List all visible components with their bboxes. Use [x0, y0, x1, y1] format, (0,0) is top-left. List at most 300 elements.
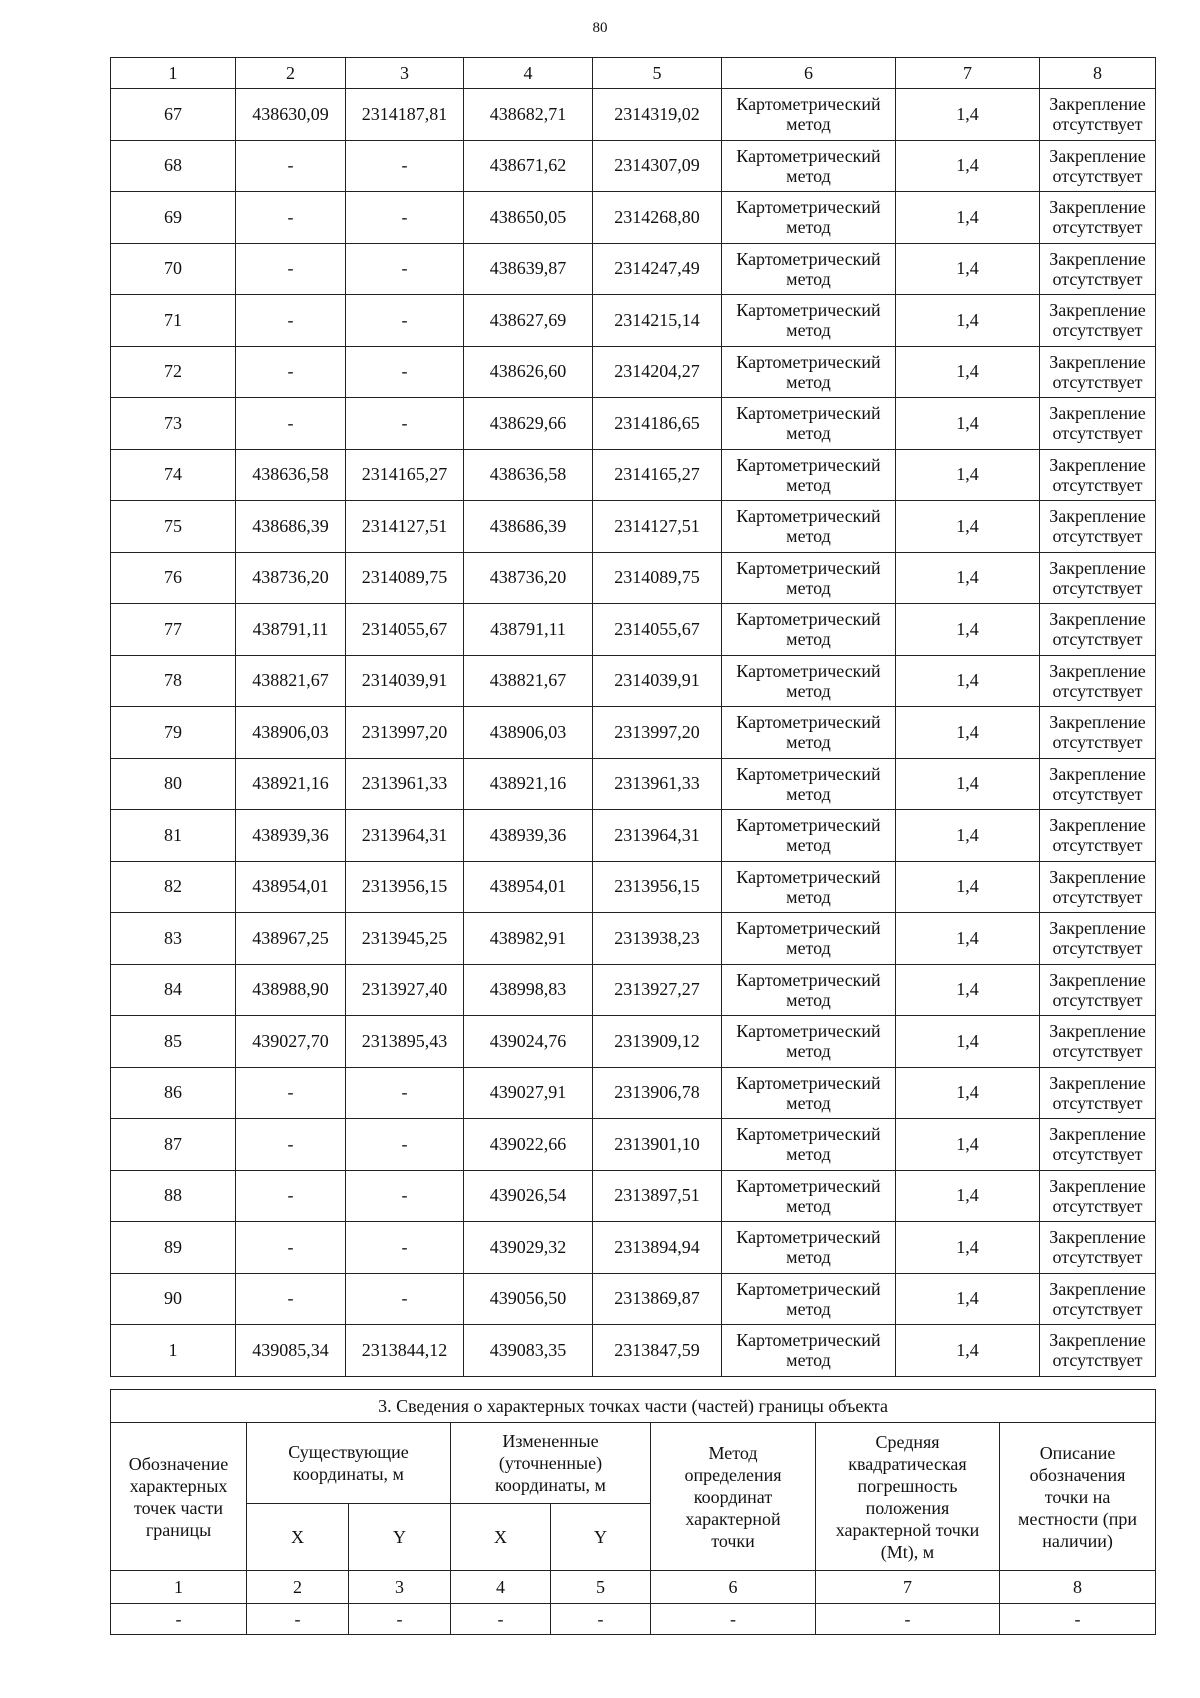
description-cell-line: отсутствует: [1052, 371, 1143, 392]
existing-x-cell: 438636,58: [236, 449, 346, 501]
existing-x-cell: 438791,11: [236, 604, 346, 656]
description-cell-line: Закрепление: [1049, 763, 1146, 784]
description-cell-line: отсутствует: [1052, 629, 1143, 650]
column-number: 4: [451, 1571, 551, 1604]
description-cell: [1040, 810, 1156, 862]
method-cell: [722, 810, 896, 862]
method-cell-line: метод: [786, 320, 831, 341]
changed-x-cell: 438939,36: [464, 810, 593, 862]
section3-table: [110, 1389, 1156, 1635]
description-cell-line: Закрепление: [1049, 94, 1146, 115]
description-cell-line: отсутствует: [1052, 268, 1143, 289]
changed-x-cell: 438686,39: [464, 501, 593, 553]
changed-y-cell: 2314247,49: [593, 243, 722, 295]
method-cell-line: Картометрический: [736, 351, 881, 372]
description-cell-line: отсутствует: [1052, 114, 1143, 135]
error-cell: 1,4: [896, 449, 1040, 501]
table-row: [111, 1067, 1156, 1119]
column-header: 7: [896, 58, 1040, 89]
description-cell: [1040, 449, 1156, 501]
changed-x-cell: 438627,69: [464, 295, 593, 347]
header-line: координаты, м: [293, 1464, 404, 1484]
method-cell-line: метод: [786, 680, 831, 701]
description-cell-line: отсутствует: [1052, 320, 1143, 341]
point-number-cell: 80: [111, 758, 236, 810]
changed-x-cell: 438821,67: [464, 655, 593, 707]
description-cell-line: Закрепление: [1049, 1175, 1146, 1196]
changed-y-cell: 2313997,20: [593, 707, 722, 759]
error-cell: 1,4: [896, 552, 1040, 604]
existing-x-cell: 438921,16: [236, 758, 346, 810]
method-cell-line: метод: [786, 1041, 831, 1062]
changed-y-cell: 2313897,51: [593, 1170, 722, 1222]
table-row: [111, 1273, 1156, 1325]
table-cell: -: [247, 1604, 349, 1635]
description-cell: [1040, 1016, 1156, 1068]
method-cell-line: метод: [786, 1247, 831, 1268]
header-line: (уточненные): [498, 1453, 603, 1473]
column-header: 6: [722, 58, 896, 89]
description-cell: [1040, 1222, 1156, 1274]
description-cell: [1040, 861, 1156, 913]
method-cell-line: Картометрический: [736, 94, 881, 115]
method-cell-line: метод: [786, 577, 831, 598]
error-cell: 1,4: [896, 243, 1040, 295]
existing-y-cell: 2313844,12: [346, 1325, 464, 1377]
point-number-cell: 70: [111, 243, 236, 295]
existing-y-cell: 2313956,15: [346, 861, 464, 913]
description-cell: [1040, 1325, 1156, 1377]
table-cell: -: [111, 1604, 247, 1635]
existing-y-cell: -: [346, 1222, 464, 1274]
error-cell: 1,4: [896, 1119, 1040, 1171]
method-cell-line: Картометрический: [736, 609, 881, 630]
header-line: обозначения: [1029, 1464, 1126, 1485]
method-cell: [722, 243, 896, 295]
existing-x-cell: 438988,90: [236, 964, 346, 1016]
table-row: [111, 140, 1156, 192]
description-cell-line: Закрепление: [1049, 197, 1146, 218]
method-cell-line: метод: [786, 423, 831, 444]
changed-y-cell: 2313956,15: [593, 861, 722, 913]
description-cell-line: отсутствует: [1052, 1144, 1143, 1165]
method-cell-line: Картометрический: [736, 866, 881, 887]
description-cell: [1040, 243, 1156, 295]
existing-y-cell: 2313961,33: [346, 758, 464, 810]
description-cell: [1040, 552, 1156, 604]
column-header: 4: [464, 58, 593, 89]
description-cell-line: отсутствует: [1052, 938, 1143, 959]
existing-y-cell: 2314165,27: [346, 449, 464, 501]
error-cell: 1,4: [896, 346, 1040, 398]
header-line: Измененные: [502, 1431, 599, 1451]
method-cell-line: метод: [786, 114, 831, 135]
existing-x-cell: -: [236, 1067, 346, 1119]
method-cell: [722, 655, 896, 707]
changed-y-cell: 2314215,14: [593, 295, 722, 347]
changed-y-cell: 2314204,27: [593, 346, 722, 398]
existing-x-cell: 439085,34: [236, 1325, 346, 1377]
changed-x-cell: 439024,76: [464, 1016, 593, 1068]
point-number-cell: 86: [111, 1067, 236, 1119]
description-cell-line: отсутствует: [1052, 423, 1143, 444]
method-cell: [722, 449, 896, 501]
description-cell-line: Закрепление: [1049, 557, 1146, 578]
description-cell-line: Закрепление: [1049, 866, 1146, 887]
changed-y-cell: 2313901,10: [593, 1119, 722, 1171]
description-cell-line: отсутствует: [1052, 1041, 1143, 1062]
point-number-cell: 1: [111, 1325, 236, 1377]
table-row: [111, 810, 1156, 862]
changed-x-cell: 438982,91: [464, 913, 593, 965]
existing-y-cell: 2314055,67: [346, 604, 464, 656]
method-cell-line: Картометрический: [736, 763, 881, 784]
description-cell: [1040, 758, 1156, 810]
changed-y-cell: 2313847,59: [593, 1325, 722, 1377]
existing-coordinates-header: [247, 1423, 451, 1504]
designation-header: [111, 1423, 247, 1571]
error-cell: 1,4: [896, 1325, 1040, 1377]
description-cell-line: Закрепление: [1049, 506, 1146, 527]
method-cell-line: Картометрический: [736, 918, 881, 939]
existing-y-cell: -: [346, 243, 464, 295]
existing-x-cell: -: [236, 346, 346, 398]
method-cell: [722, 192, 896, 244]
table-row: [111, 89, 1156, 141]
error-cell: 1,4: [896, 861, 1040, 913]
point-number-cell: 83: [111, 913, 236, 965]
point-number-cell: 90: [111, 1273, 236, 1325]
changed-x-cell: 438736,20: [464, 552, 593, 604]
error-cell: 1,4: [896, 810, 1040, 862]
method-cell-line: метод: [786, 835, 831, 856]
error-cell: 1,4: [896, 295, 1040, 347]
description-cell: [1040, 140, 1156, 192]
existing-x-cell: -: [236, 1222, 346, 1274]
method-cell-line: метод: [786, 886, 831, 907]
method-cell-line: Картометрический: [736, 145, 881, 166]
existing-x-cell: -: [236, 1170, 346, 1222]
existing-y-cell: -: [346, 1273, 464, 1325]
description-cell-line: Закрепление: [1049, 454, 1146, 475]
existing-y-cell: -: [346, 140, 464, 192]
method-cell-line: Картометрический: [736, 1227, 881, 1248]
changed-x-cell: 439029,32: [464, 1222, 593, 1274]
header-line: характерной: [685, 1508, 781, 1529]
description-cell: [1040, 295, 1156, 347]
header-line: координат: [693, 1486, 773, 1507]
method-header: [651, 1423, 816, 1571]
table-row: [111, 243, 1156, 295]
method-cell-line: метод: [786, 526, 831, 547]
description-cell-line: Закрепление: [1049, 145, 1146, 166]
description-cell-line: отсутствует: [1052, 577, 1143, 598]
description-cell-line: отсутствует: [1052, 1195, 1143, 1216]
header-line: определения: [684, 1464, 782, 1485]
existing-y-cell: 2313927,40: [346, 964, 464, 1016]
method-cell-line: Картометрический: [736, 1072, 881, 1093]
method-cell: [722, 964, 896, 1016]
description-cell-line: отсутствует: [1052, 1247, 1143, 1268]
existing-x-cell: -: [236, 1273, 346, 1325]
method-cell: [722, 861, 896, 913]
existing-x-cell: 438736,20: [236, 552, 346, 604]
description-cell-line: отсутствует: [1052, 989, 1143, 1010]
table-header-row: [111, 58, 1156, 89]
point-number-cell: 73: [111, 398, 236, 450]
header-line: (Mt), м: [880, 1541, 935, 1562]
existing-y-cell: -: [346, 1170, 464, 1222]
error-cell: 1,4: [896, 1016, 1040, 1068]
method-cell: [722, 1325, 896, 1377]
method-cell: [722, 295, 896, 347]
header-line: характерных: [129, 1475, 228, 1496]
method-cell-line: Картометрический: [736, 712, 881, 733]
method-cell-line: Картометрический: [736, 557, 881, 578]
method-cell-line: Картометрический: [736, 660, 881, 681]
description-cell: [1040, 964, 1156, 1016]
error-cell: 1,4: [896, 758, 1040, 810]
existing-x-cell: 438954,01: [236, 861, 346, 913]
changed-y-cell: 2313961,33: [593, 758, 722, 810]
description-cell-line: Закрепление: [1049, 351, 1146, 372]
y-header: Y: [349, 1504, 451, 1571]
point-number-cell: 77: [111, 604, 236, 656]
description-cell-line: отсутствует: [1052, 474, 1143, 495]
existing-y-cell: -: [346, 192, 464, 244]
column-header: 5: [593, 58, 722, 89]
description-cell-line: отсутствует: [1052, 835, 1143, 856]
header-line: местности (при: [1018, 1508, 1138, 1529]
header-line: положения: [865, 1497, 950, 1518]
description-cell-line: Закрепление: [1049, 712, 1146, 733]
description-cell: [1040, 501, 1156, 553]
method-cell: [722, 1170, 896, 1222]
description-cell-line: Закрепление: [1049, 1124, 1146, 1145]
changed-y-cell: 2314055,67: [593, 604, 722, 656]
existing-y-cell: -: [346, 398, 464, 450]
error-header: [816, 1423, 1000, 1571]
method-cell: [722, 1273, 896, 1325]
method-cell-line: метод: [786, 371, 831, 392]
table-row: [111, 295, 1156, 347]
table-cell: -: [651, 1604, 816, 1635]
method-cell-line: Картометрический: [736, 403, 881, 424]
method-cell-line: Картометрический: [736, 300, 881, 321]
error-cell: 1,4: [896, 707, 1040, 759]
page-number: 80: [592, 20, 608, 36]
method-cell-line: метод: [786, 1195, 831, 1216]
existing-y-cell: 2313945,25: [346, 913, 464, 965]
table-row: [111, 707, 1156, 759]
header-line: точек части: [134, 1497, 223, 1518]
description-cell-line: Закрепление: [1049, 248, 1146, 269]
existing-y-cell: 2313895,43: [346, 1016, 464, 1068]
changed-coordinates-header: [451, 1423, 651, 1504]
changed-x-cell: 439027,91: [464, 1067, 593, 1119]
table-cell: -: [1000, 1604, 1156, 1635]
error-cell: 1,4: [896, 964, 1040, 1016]
error-cell: 1,4: [896, 1222, 1040, 1274]
table-row: [111, 449, 1156, 501]
existing-y-cell: 2313997,20: [346, 707, 464, 759]
description-cell: [1040, 707, 1156, 759]
method-cell: [722, 1119, 896, 1171]
method-cell-line: метод: [786, 989, 831, 1010]
point-number-cell: 88: [111, 1170, 236, 1222]
description-cell: [1040, 1067, 1156, 1119]
table-cell: -: [451, 1604, 551, 1635]
changed-x-cell: 438791,11: [464, 604, 593, 656]
changed-y-cell: 2314319,02: [593, 89, 722, 141]
point-number-cell: 74: [111, 449, 236, 501]
description-cell-line: Закрепление: [1049, 969, 1146, 990]
method-cell: [722, 707, 896, 759]
existing-x-cell: 438686,39: [236, 501, 346, 553]
description-cell-line: отсутствует: [1052, 1350, 1143, 1371]
existing-y-cell: 2313964,31: [346, 810, 464, 862]
method-cell-line: метод: [786, 217, 831, 238]
method-cell: [722, 758, 896, 810]
header-line: границы: [145, 1519, 212, 1540]
table-row: [111, 861, 1156, 913]
description-cell-line: Закрепление: [1049, 403, 1146, 424]
method-cell-line: Картометрический: [736, 815, 881, 836]
point-number-cell: 72: [111, 346, 236, 398]
description-cell-line: отсутствует: [1052, 680, 1143, 701]
error-cell: 1,4: [896, 1067, 1040, 1119]
table-cell: -: [551, 1604, 651, 1635]
column-header: 2: [236, 58, 346, 89]
header-line: Существующие: [288, 1442, 409, 1462]
method-cell-line: Картометрический: [736, 248, 881, 269]
header-line: наличии): [1042, 1530, 1113, 1551]
description-cell: [1040, 346, 1156, 398]
existing-x-cell: -: [236, 192, 346, 244]
method-cell-line: метод: [786, 1092, 831, 1113]
column-number: 8: [1000, 1571, 1156, 1604]
column-number: 7: [816, 1571, 1000, 1604]
header-line: Метод: [708, 1442, 758, 1463]
method-cell-line: метод: [786, 783, 831, 804]
error-cell: 1,4: [896, 89, 1040, 141]
method-cell-line: метод: [786, 474, 831, 495]
existing-x-cell: 438630,09: [236, 89, 346, 141]
method-cell: [722, 398, 896, 450]
changed-x-cell: 438626,60: [464, 346, 593, 398]
description-cell: [1040, 89, 1156, 141]
description-cell-line: Закрепление: [1049, 1021, 1146, 1042]
table-row: [111, 1170, 1156, 1222]
description-cell-line: Закрепление: [1049, 300, 1146, 321]
table-row: [111, 1016, 1156, 1068]
point-number-cell: 71: [111, 295, 236, 347]
changed-x-cell: 438671,62: [464, 140, 593, 192]
method-cell: [722, 1016, 896, 1068]
existing-y-cell: 2314127,51: [346, 501, 464, 553]
changed-x-cell: 438921,16: [464, 758, 593, 810]
description-header: [1000, 1423, 1156, 1571]
description-cell-line: Закрепление: [1049, 609, 1146, 630]
changed-y-cell: 2314039,91: [593, 655, 722, 707]
existing-y-cell: 2314089,75: [346, 552, 464, 604]
column-header: 1: [111, 58, 236, 89]
description-cell-line: Закрепление: [1049, 815, 1146, 836]
point-number-cell: 75: [111, 501, 236, 553]
column-number: 6: [651, 1571, 816, 1604]
table-row: [111, 398, 1156, 450]
changed-x-cell: 439056,50: [464, 1273, 593, 1325]
description-cell-line: отсутствует: [1052, 783, 1143, 804]
column-number: 5: [551, 1571, 651, 1604]
changed-x-cell: 438639,87: [464, 243, 593, 295]
coordinates-table: [110, 57, 1156, 1377]
method-cell: [722, 346, 896, 398]
header-line: Обозначение: [128, 1453, 229, 1474]
error-cell: 1,4: [896, 140, 1040, 192]
method-cell: [722, 89, 896, 141]
method-cell-line: Картометрический: [736, 454, 881, 475]
header-line: погрешность: [857, 1475, 958, 1496]
method-cell: [722, 140, 896, 192]
description-cell-line: Закрепление: [1049, 1330, 1146, 1351]
existing-y-cell: -: [346, 1067, 464, 1119]
error-cell: 1,4: [896, 913, 1040, 965]
method-cell-line: метод: [786, 1350, 831, 1371]
point-number-cell: 81: [111, 810, 236, 862]
error-cell: 1,4: [896, 604, 1040, 656]
header-line: квадратическая: [848, 1453, 967, 1474]
description-cell: [1040, 1119, 1156, 1171]
existing-x-cell: 438939,36: [236, 810, 346, 862]
table-cell: -: [349, 1604, 451, 1635]
point-number-cell: 78: [111, 655, 236, 707]
changed-x-cell: 438998,83: [464, 964, 593, 1016]
description-cell: [1040, 913, 1156, 965]
description-cell-line: Закрепление: [1049, 1072, 1146, 1093]
method-cell: [722, 913, 896, 965]
column-number-row: [111, 1571, 1156, 1604]
existing-x-cell: -: [236, 243, 346, 295]
description-cell-line: отсутствует: [1052, 1298, 1143, 1319]
description-cell: [1040, 1170, 1156, 1222]
existing-x-cell: -: [236, 1119, 346, 1171]
method-cell-line: Картометрический: [736, 1278, 881, 1299]
changed-x-cell: 438636,58: [464, 449, 593, 501]
changed-x-cell: 438954,01: [464, 861, 593, 913]
header-line: координаты, м: [495, 1475, 606, 1495]
changed-y-cell: 2314089,75: [593, 552, 722, 604]
existing-x-cell: 439027,70: [236, 1016, 346, 1068]
existing-x-cell: 438967,25: [236, 913, 346, 965]
error-cell: 1,4: [896, 501, 1040, 553]
point-number-cell: 85: [111, 1016, 236, 1068]
error-cell: 1,4: [896, 655, 1040, 707]
empty-data-row: [111, 1604, 1156, 1635]
description-cell-line: Закрепление: [1049, 1227, 1146, 1248]
point-number-cell: 76: [111, 552, 236, 604]
header-line: характерной точки: [835, 1519, 980, 1540]
changed-y-cell: 2313906,78: [593, 1067, 722, 1119]
existing-x-cell: 438821,67: [236, 655, 346, 707]
changed-y-cell: 2313964,31: [593, 810, 722, 862]
header-line: точки на: [1044, 1486, 1111, 1507]
method-cell-line: Картометрический: [736, 1021, 881, 1042]
column-header: 3: [346, 58, 464, 89]
header-line: Средняя: [875, 1431, 940, 1452]
table-row: [111, 655, 1156, 707]
table-row: [111, 1325, 1156, 1377]
